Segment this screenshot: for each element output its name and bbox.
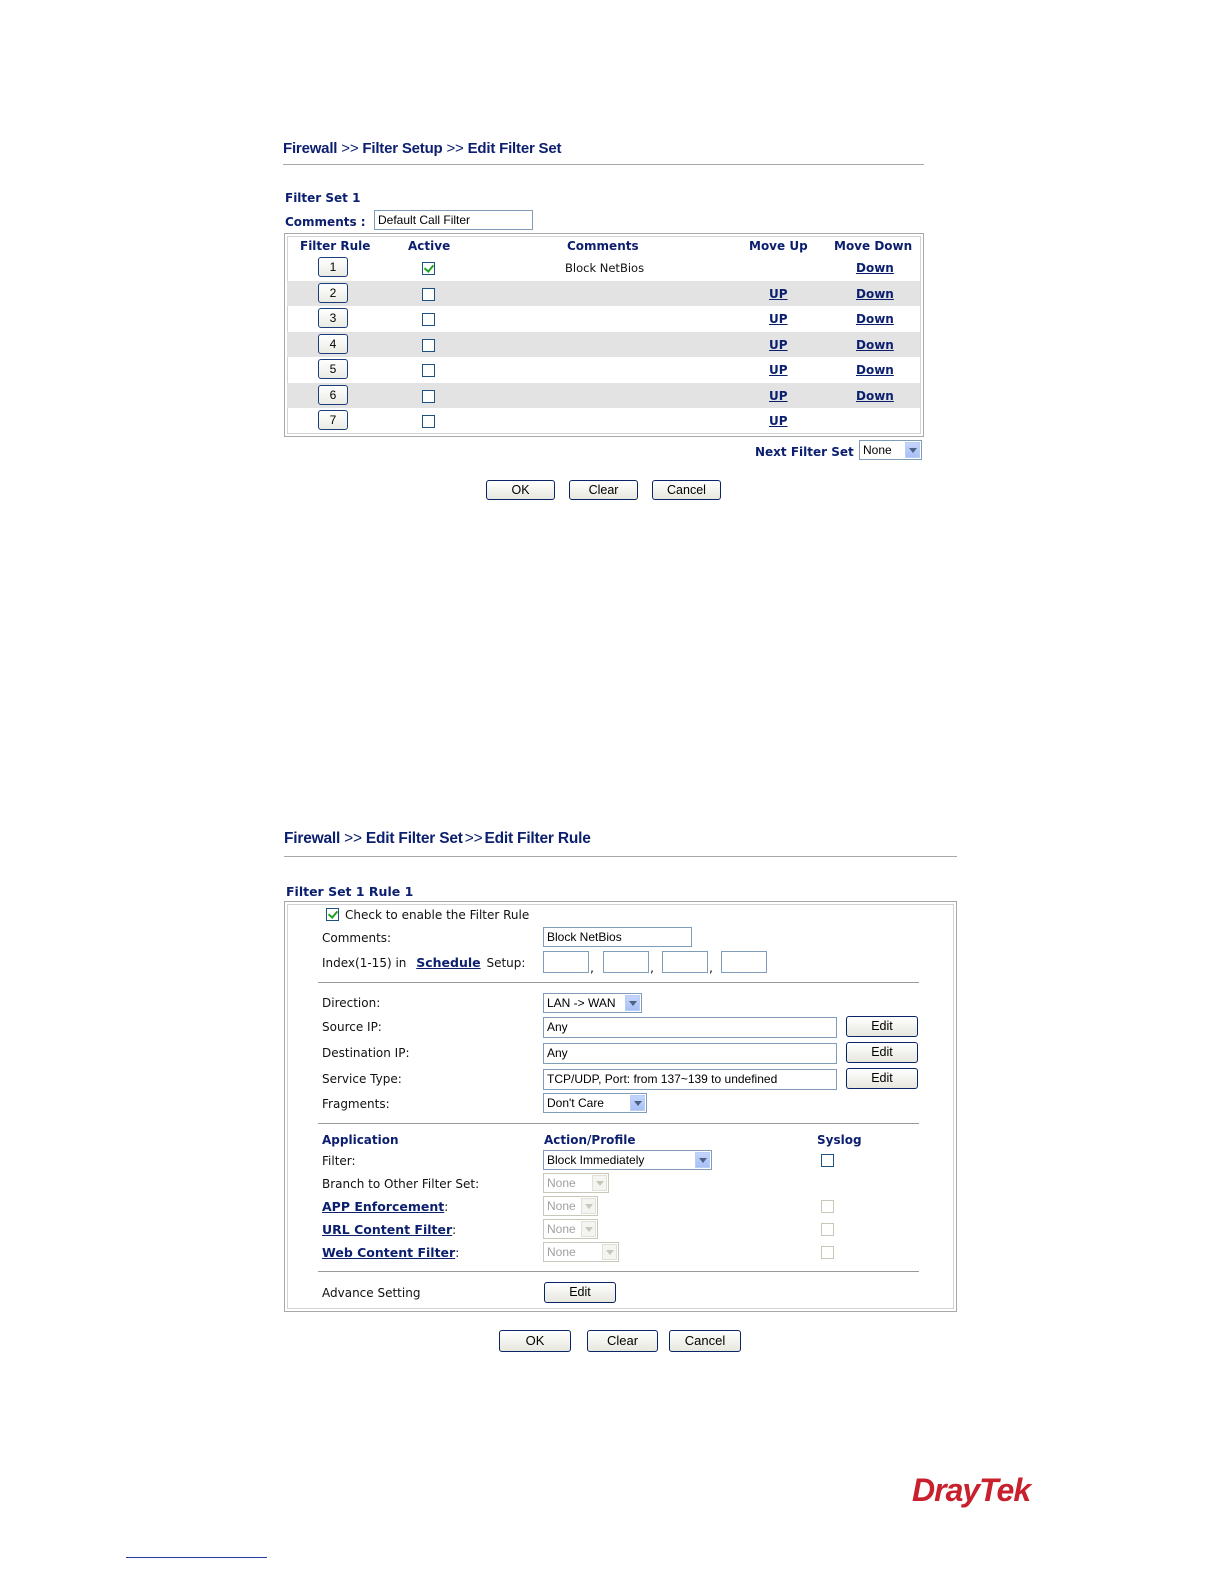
- source-ip-label: Source IP:: [322, 1020, 382, 1034]
- app-enforcement-value: None: [547, 1199, 576, 1213]
- syslog-header: Syslog: [817, 1133, 862, 1147]
- filter-set-title: Filter Set 1: [285, 191, 361, 205]
- divider: [318, 1271, 919, 1272]
- rule-3-active-checkbox[interactable]: [422, 313, 435, 326]
- schedule-index-4-input[interactable]: [721, 951, 767, 973]
- web-filter-syslog-checkbox[interactable]: [821, 1246, 834, 1259]
- chevron-down-icon: [695, 1152, 710, 1168]
- next-filter-set-value: None: [863, 443, 892, 457]
- chevron-down-icon: [592, 1175, 607, 1191]
- breadcrumb-item: Firewall: [283, 140, 338, 157]
- rule-3-down-link[interactable]: Down: [856, 312, 894, 326]
- rule-comments-input[interactable]: Block NetBios: [543, 927, 692, 947]
- enable-rule-checkbox[interactable]: [326, 908, 339, 921]
- url-filter-row-label: [322, 1222, 456, 1237]
- rule-4-active-checkbox[interactable]: [422, 339, 435, 352]
- table-row: [287, 306, 920, 331]
- destination-ip-edit-button[interactable]: Edit: [846, 1042, 918, 1063]
- rule-6-down-link[interactable]: Down: [856, 389, 894, 403]
- footer-rule: [126, 1557, 267, 1558]
- index-separator: ,: [709, 960, 713, 975]
- schedule-index-3-input[interactable]: [662, 951, 708, 973]
- app-enforcement-link[interactable]: APP Enforcement: [322, 1199, 445, 1214]
- rule-6-up-link[interactable]: UP: [769, 389, 788, 403]
- breadcrumb-separator: >>: [344, 830, 362, 847]
- service-type-edit-button[interactable]: Edit: [846, 1068, 918, 1089]
- rule-7-button[interactable]: 7: [318, 410, 348, 430]
- schedule-link[interactable]: Schedule: [416, 955, 481, 970]
- app-enforcement-row-label: [322, 1199, 448, 1214]
- direction-label: Direction:: [322, 996, 381, 1010]
- service-type-label: Service Type:: [322, 1072, 402, 1086]
- action-profile-header: Action/Profile: [544, 1133, 636, 1147]
- rule-clear-button[interactable]: Clear: [587, 1330, 658, 1352]
- direction-value: LAN -> WAN: [547, 996, 616, 1010]
- fragments-label: Fragments:: [322, 1097, 390, 1111]
- index-separator: ,: [590, 960, 594, 975]
- comments-input[interactable]: Default Call Filter: [374, 210, 533, 230]
- next-filter-set-select[interactable]: [859, 440, 922, 460]
- table-row: [287, 357, 920, 382]
- web-content-filter-value: None: [547, 1245, 576, 1259]
- rule-2-up-link[interactable]: UP: [769, 287, 788, 301]
- breadcrumb-separator: >>: [446, 140, 464, 157]
- comments-label: Comments :: [285, 215, 366, 229]
- direction-select[interactable]: [543, 993, 642, 1013]
- chevron-down-icon: [625, 995, 640, 1011]
- branch-select[interactable]: [543, 1173, 609, 1193]
- colon: :: [444, 1200, 449, 1214]
- branch-value: None: [547, 1176, 576, 1190]
- table-row: [287, 383, 920, 408]
- web-filter-row-label: [322, 1245, 459, 1260]
- colon: :: [452, 1223, 457, 1237]
- rule-2-button[interactable]: 2: [318, 283, 348, 303]
- rule-2-down-link[interactable]: Down: [856, 287, 894, 301]
- divider: [284, 856, 957, 857]
- divider: [318, 982, 919, 983]
- clear-button[interactable]: Clear: [569, 480, 638, 500]
- index-label-suffix: Setup:: [486, 956, 526, 970]
- destination-ip-input[interactable]: Any: [543, 1043, 837, 1064]
- filter-label: Filter:: [322, 1154, 356, 1168]
- rule-5-button[interactable]: 5: [318, 359, 348, 379]
- breadcrumb-item: Edit Filter Set: [365, 830, 463, 847]
- rule-1-button[interactable]: 1: [318, 257, 348, 277]
- rule-title: Filter Set 1 Rule 1: [286, 884, 414, 899]
- url-content-filter-value: None: [547, 1222, 576, 1236]
- draytek-logo-icon: [910, 1468, 1044, 1512]
- chevron-down-icon: [581, 1198, 596, 1214]
- breadcrumb-item: Edit Filter Set: [467, 140, 562, 157]
- filter-action-value: Block Immediately: [547, 1153, 645, 1167]
- rule-2-active-checkbox[interactable]: [422, 288, 435, 301]
- chevron-down-icon: [905, 442, 920, 458]
- rule-1-active-checkbox[interactable]: [422, 262, 435, 275]
- rule-6-button[interactable]: 6: [318, 385, 348, 405]
- breadcrumb-edit-filter-rule: [284, 830, 591, 848]
- application-header: Application: [322, 1133, 399, 1147]
- schedule-index-1-input[interactable]: [543, 951, 589, 973]
- rule-5-active-checkbox[interactable]: [422, 364, 435, 377]
- schedule-index-2-input[interactable]: [603, 951, 649, 973]
- comments-label: Comments:: [322, 931, 392, 945]
- rule-ok-button[interactable]: OK: [499, 1330, 571, 1352]
- fragments-select[interactable]: [543, 1093, 647, 1113]
- colon: :: [455, 1246, 460, 1260]
- rule-cancel-button[interactable]: Cancel: [669, 1330, 741, 1352]
- branch-label: Branch to Other Filter Set:: [322, 1177, 480, 1191]
- index-label: [322, 955, 525, 970]
- header-active: Active: [408, 239, 451, 253]
- breadcrumb-edit-filter-set: [283, 140, 561, 157]
- header-comments: Comments: [567, 239, 639, 253]
- header-filter-rule: Filter Rule: [300, 239, 371, 253]
- divider: [318, 1123, 919, 1124]
- breadcrumb-item: Firewall: [284, 830, 341, 847]
- header-move-up: Move Up: [749, 239, 808, 253]
- breadcrumb-item: Filter Setup: [362, 140, 443, 157]
- next-filter-set-label: Next Filter Set: [755, 445, 854, 459]
- filter-action-select[interactable]: [543, 1150, 712, 1170]
- draytek-logo: [910, 1468, 1044, 1512]
- service-type-input[interactable]: TCP/UDP, Port: from 137~139 to undefined: [543, 1069, 837, 1090]
- fragments-value: Don't Care: [547, 1096, 604, 1110]
- rule-4-down-link[interactable]: Down: [856, 338, 894, 352]
- chevron-down-icon: [602, 1244, 617, 1260]
- table-row: [287, 281, 920, 306]
- chevron-down-icon: [581, 1221, 596, 1237]
- breadcrumb-separator: >>: [341, 140, 359, 157]
- rule-3-up-link[interactable]: UP: [769, 312, 788, 326]
- source-ip-edit-button[interactable]: Edit: [846, 1016, 918, 1037]
- app-enforcement-select[interactable]: [543, 1196, 598, 1216]
- index-separator: ,: [650, 960, 654, 975]
- url-filter-syslog-checkbox[interactable]: [821, 1223, 834, 1236]
- source-ip-input[interactable]: Any: [543, 1017, 837, 1038]
- app-enforcement-syslog-checkbox[interactable]: [821, 1200, 834, 1213]
- url-content-filter-select[interactable]: [543, 1219, 598, 1239]
- rule-4-button[interactable]: 4: [318, 334, 348, 354]
- cancel-button[interactable]: Cancel: [652, 480, 721, 500]
- ok-button[interactable]: OK: [486, 480, 555, 500]
- advance-setting-edit-button[interactable]: Edit: [544, 1282, 616, 1303]
- web-content-filter-select[interactable]: [543, 1242, 619, 1262]
- rule-7-active-checkbox[interactable]: [422, 415, 435, 428]
- filter-syslog-checkbox[interactable]: [821, 1154, 834, 1167]
- header-move-down: Move Down: [834, 239, 913, 253]
- chevron-down-icon: [630, 1095, 645, 1111]
- breadcrumb-item: Edit Filter Rule: [484, 830, 591, 847]
- enable-rule-label: Check to enable the Filter Rule: [345, 908, 530, 922]
- table-row: [287, 408, 920, 433]
- table-row: [287, 255, 920, 280]
- rule-6-active-checkbox[interactable]: [422, 390, 435, 403]
- rule-3-button[interactable]: 3: [318, 308, 348, 328]
- web-content-filter-link[interactable]: Web Content Filter: [322, 1245, 456, 1260]
- breadcrumb-separator: >>: [464, 830, 483, 847]
- url-content-filter-link[interactable]: URL Content Filter: [322, 1222, 453, 1237]
- rule-1-down-link[interactable]: Down: [856, 261, 894, 275]
- table-row: [287, 332, 920, 357]
- rule-5-down-link[interactable]: Down: [856, 363, 894, 377]
- advance-setting-label: Advance Setting: [322, 1286, 421, 1300]
- svg-text:DrayTek: DrayTek: [912, 1472, 1031, 1508]
- rule-4-up-link[interactable]: UP: [769, 338, 788, 352]
- destination-ip-label: Destination IP:: [322, 1046, 410, 1060]
- rule-7-up-link[interactable]: UP: [769, 414, 788, 428]
- rule-5-up-link[interactable]: UP: [769, 363, 788, 377]
- index-label-prefix: Index(1-15) in: [322, 956, 407, 970]
- rule-1-comment: Block NetBios: [565, 261, 645, 275]
- divider: [283, 164, 924, 165]
